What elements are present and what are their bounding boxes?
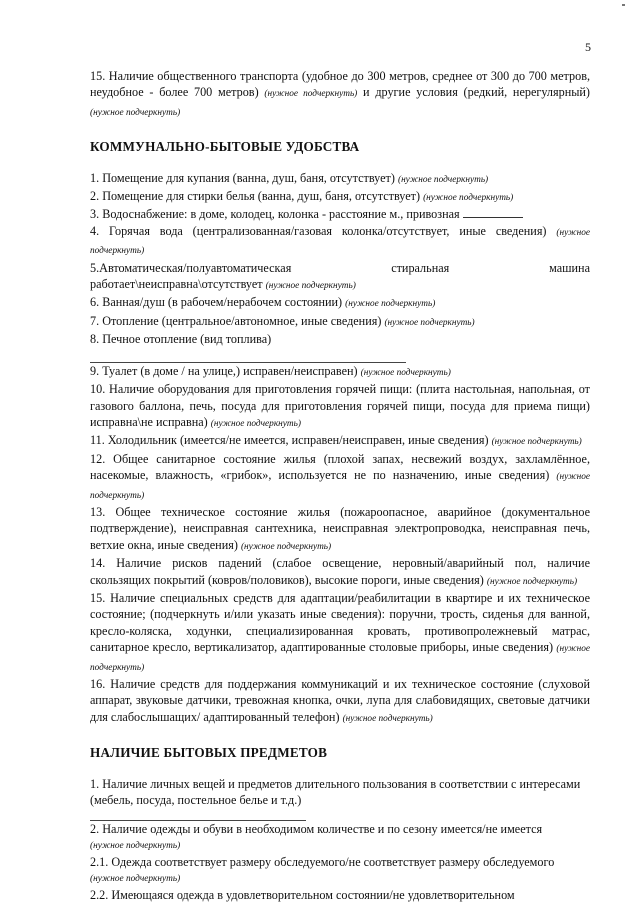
household-heading: НАЛИЧИЕ БЫТОВЫХ ПРЕДМЕТОВ xyxy=(90,745,328,761)
utilities-heading: КОММУНАЛЬНО-БЫТОВЫЕ УДОБСТВА xyxy=(90,139,360,155)
utilities-item-2: 2. Помещение для стирки белья (ванна, душ, баня, отсутствует) (нужное подчеркнуть) xyxy=(90,189,514,204)
household-item-2: 2. Наличие одежды и обуви в необходимом количестве и по сезону имеется/не имеется xyxy=(90,822,543,837)
underline-note: (нужное подчеркнуть) xyxy=(264,89,358,100)
household-item-2-2: 2.2. Имеющаяся одежда в удовлетворительном состоянии/не удовлетворительном xyxy=(90,888,515,903)
utilities-item-10: 10. Наличие оборудования для приготовления горячей пищи: (плита настольная, напольная, от газового баллона, печь, посуда для приготовления горячей пищи, посуда для приема пищи) исправна\не исправна) (нужное подчеркнуть) xyxy=(90,382,590,429)
utilities-item-13: 13. Общее техническое состояние жилья (пожароопасное, аварийное (документальное подтверждение), неисправная сантехника, неисправная электропроводка, неисправная печь, ветхие окна, иные сведения) (нужное подчеркнуть) xyxy=(90,504,590,552)
utilities-item-7: 7. Отопление (центральное/автономное, иные сведения) (нужное подчеркнуть) xyxy=(90,313,475,328)
utilities-item-1: 1. Помещение для купания (ванна, душ, баня, отсутствует) (нужное подчеркнуть) xyxy=(90,170,489,185)
utilities-item-4: 4. Горячая вода (централизованная/газовая колонка/отсутствует, иные сведения) (нужное подчеркнуть) xyxy=(90,223,591,257)
underline-note: (нужное подчеркнуть) xyxy=(90,840,181,851)
public-transport-text: 15. Наличие общественного транспорта (удобное до 300 метров, среднее от 300 до 700 метров, неудобное - более 700 метров) xyxy=(90,69,590,100)
utilities-item-9: 9. Туалет (в доме / на улице,) исправен/неисправен) (нужное подчеркнуть) xyxy=(90,363,451,378)
household-item-2-1: 2.1. Одежда соответствует размеру обследуемого/не соответствует размеру обследуемого xyxy=(90,855,555,870)
utilities-item-16: 16. Наличие средств для поддержания коммуникаций и их техническое состояние (слуховой аппарат, звуковые датчики, тревожная кнопка, очки, лупа для слабовидящих, световые датчики для слабослышащих/ адаптированный телефон) (нужное подчеркнуть) xyxy=(90,677,590,724)
utilities-item-3: 3. Водоснабжение: в доме, колодец, колонка - расстояние м., привозная xyxy=(90,206,590,222)
scan-speck xyxy=(622,4,625,6)
page-number: 5 xyxy=(585,40,591,54)
fill-in-blank xyxy=(463,207,523,218)
utilities-item-6: 6. Ванная/душ (в рабочем/нерабочем состоянии) (нужное подчеркнуть) xyxy=(90,295,436,310)
underline-note: (нужное подчеркнуть) xyxy=(90,873,181,884)
utilities-item-14: 14. Наличие рисков падений (слабое освещение, неровный/аварийный пол, наличие скользящих покрытий (ковров/половиков), высокие пороги, иные сведения) (нужное подчеркнуть) xyxy=(90,556,590,587)
utilities-item-15: 15. Наличие специальных средств для адаптации/реабилитации в квартире и их техническое состояние; (подчеркнуть и/или указать иные сведения): поручни, трость, сиденья для ванной, кресло-коляска, ходунки, специализированная кровать, противопролежневый матрас, санитарное кресло, вертикализатор, адаптированные столовые приборы, иные сведения) (нужное подчеркнуть) xyxy=(90,590,590,673)
utilities-item-5: 5.Автоматическая/полуавтоматическая стиральная машина xyxy=(90,260,590,275)
utilities-item-11: 11. Холодильник (имеется/не имеется, исправен/неисправен, иные сведения) (нужное подчеркнуть) xyxy=(90,433,582,448)
underline-note: (нужное подчеркнуть) xyxy=(90,107,181,118)
utilities-item-8: 8. Печное отопление (вид топлива) xyxy=(90,332,272,347)
public-transport-item xyxy=(90,68,590,121)
household-item-1: 1. Наличие личных вещей и предметов длительного пользования в соответствии с интересами (мебель, посуда, постельное белье и т.д.) xyxy=(90,776,581,808)
document-body xyxy=(90,68,590,903)
utilities-item-12: 12. Общее санитарное состояние жилья (плохой запах, несвежий воздух, захламлённое, насекомые, влажность, «грибок», используется не по назначению, иные сведения) (нужное подчеркнуть) xyxy=(90,451,590,501)
public-transport-tail: и другие условия (редкий, нерегулярный) xyxy=(363,85,590,100)
utilities-item-5-status: работает\неисправна\отсутствует (нужное подчеркнуть) xyxy=(90,277,356,292)
